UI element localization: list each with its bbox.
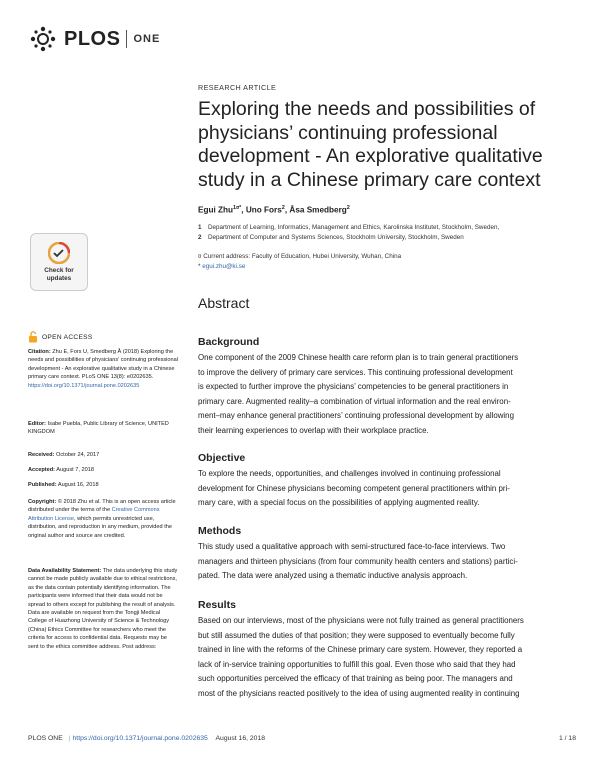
methods-heading: Methods (198, 525, 242, 537)
current-address: ¤ Current address: Faculty of Education, Hubei University, Wuhan, China (198, 253, 402, 260)
accepted-date: Accepted: August 7, 2018 (28, 467, 94, 473)
brand-name: PLOS (64, 27, 121, 50)
open-lock-icon (28, 331, 38, 343)
email-link[interactable]: egui.zhu@ki.se (202, 262, 246, 270)
author-1-sup: 1¤* (233, 205, 242, 211)
abstract-heading: Abstract (198, 295, 250, 311)
journal-name: ONE (133, 33, 161, 45)
citation: Citation: Zhu E, Fors U, Smedberg Å (2018) Exploring the needs and possibilities of physicians’ continuing professional development - An explorative qualitative study in a Chinese primary care context. PLoS ONE 13(8): e0202635. https://doi.org/10.1371/journal.pone.0202635 (28, 349, 178, 389)
objective-heading: Objective (198, 452, 246, 464)
page-footer: PLOS ONE | https://doi.org/10.1371/journal.pone.0202635 August 16, 2018 1 / 18 (28, 735, 576, 742)
affiliations (198, 223, 578, 242)
data-availability: Data Availability Statement: The data underlying this study cannot be made publicly available due to ethical restrictions, as the data contain potentially identifying information. The participants were informed that their data would not be spread to others except for publishing the result of analysis. Data are available on request from the Tongji Medical College of Huazhong University of Science & Technology (China) Ethics Committee for researchers who meet the criteria for access to confidential data. Requests may be sent to the ethics committee address. Post address: (28, 568, 178, 650)
open-access-label: OPEN ACCESS (28, 331, 93, 343)
affiliation-2: 2 Department of Computer and Systems Sciences, Stockholm University, Stockholm, Sweden (198, 233, 464, 241)
author-notes (198, 252, 401, 271)
published-date: Published: August 16, 2018 (28, 482, 99, 488)
author-3[interactable]: Åsa Smedberg (289, 205, 347, 215)
corresponding-email-row: * egui.zhu@ki.se (198, 262, 246, 270)
results-text: Based on our interviews, most of the physicians were not fully trained as general practitioners but still assumed the duties of that position; they were supposed to eventually become fully trained in line with the reforms of the Chinese primary care system. However, they reported a lack of in-service training opportunities to fulfill this goal. Even those who said that they had such opportunities perceived the efficacy of that training as being poor. The managers and most of the physicians reacted positively to the idea of using augmented reality in continuing (198, 616, 524, 698)
copyright: Copyright: © 2018 Zhu et al. This is an open access article distributed under the terms of the Creative Commons Attribution License, which permits unrestricted use, distribution, and reproduction in any medium, provided the original author and source are credited. (28, 499, 176, 539)
results-heading: Results (198, 599, 236, 611)
article-type: RESEARCH ARTICLE (198, 83, 277, 92)
objective-text: To explore the needs, opportunities, and challenges involved in continuing professional development for Chinese physicians becoming competent general practitioners within pri- mary care, with a special focus on the possibilities of applying augmented reality. (198, 469, 510, 508)
methods-text: This study used a qualitative approach with semi-structured face-to-face interviews. Two managers and thirteen physicians (from four community health centers and stations) partici- pated. The data were analyzed using a thematic inductive analysis approach. (198, 542, 518, 581)
background-heading: Background (198, 336, 260, 348)
author-2[interactable]: Uno Fors (245, 205, 282, 215)
author-1[interactable]: Egui Zhu (198, 205, 234, 215)
footer-doi-link[interactable]: https://doi.org/10.1371/journal.pone.0202635 (72, 735, 208, 742)
plos-logo (28, 24, 160, 54)
background-text: One component of the 2009 Chinese health care reform plan is to train general practitioners to improve the delivery of primary care services. This continuing professional development is expected to further improve the physicians’ competencies to be general practitioners in primary care. Augmented reality–a combination of virtual information and the real environ- ment–may enhance general practitioners’ continuing professional development by allowing their learning experiences to overlap with their workplace practice. (198, 353, 519, 435)
citation-doi-link[interactable]: https://doi.org/10.1371/journal.pone.0202635 (28, 382, 140, 389)
footer-date: August 16, 2018 (215, 735, 266, 742)
logo-divider (126, 30, 127, 48)
article-title: Exploring the needs and possibilities of physicians’ continuing professional development - An explorative qualitative study in a Chinese primary care context (198, 98, 543, 191)
author-list: Egui Zhu$^{1¤*}$, Uno Fors$^2$, Åsa Smedberg$^2$ (198, 205, 350, 215)
check-updates-icon (48, 242, 70, 264)
check-for-updates-badge[interactable]: Check for updates (30, 233, 88, 291)
affiliation-1: 1 Department of Learning, Informatics, Management and Ethics, Karolinska Institutet, Stockholm, Sweden, (198, 224, 500, 231)
footer-journal: PLOS ONE (28, 735, 63, 742)
received-date: Received: October 24, 2017 (28, 452, 100, 458)
editor: Editor: Isabe Puebla, Public Library of Science, UNITED KINGDOM (28, 421, 169, 436)
cc-license-link[interactable]: Creative Commons Attribution License (28, 507, 160, 522)
author-2-sup: 2 (281, 205, 285, 211)
page-number: 1 / 18 (558, 735, 576, 742)
author-3-sup: 2 (346, 205, 350, 211)
plos-logo-mark-icon (28, 24, 58, 54)
